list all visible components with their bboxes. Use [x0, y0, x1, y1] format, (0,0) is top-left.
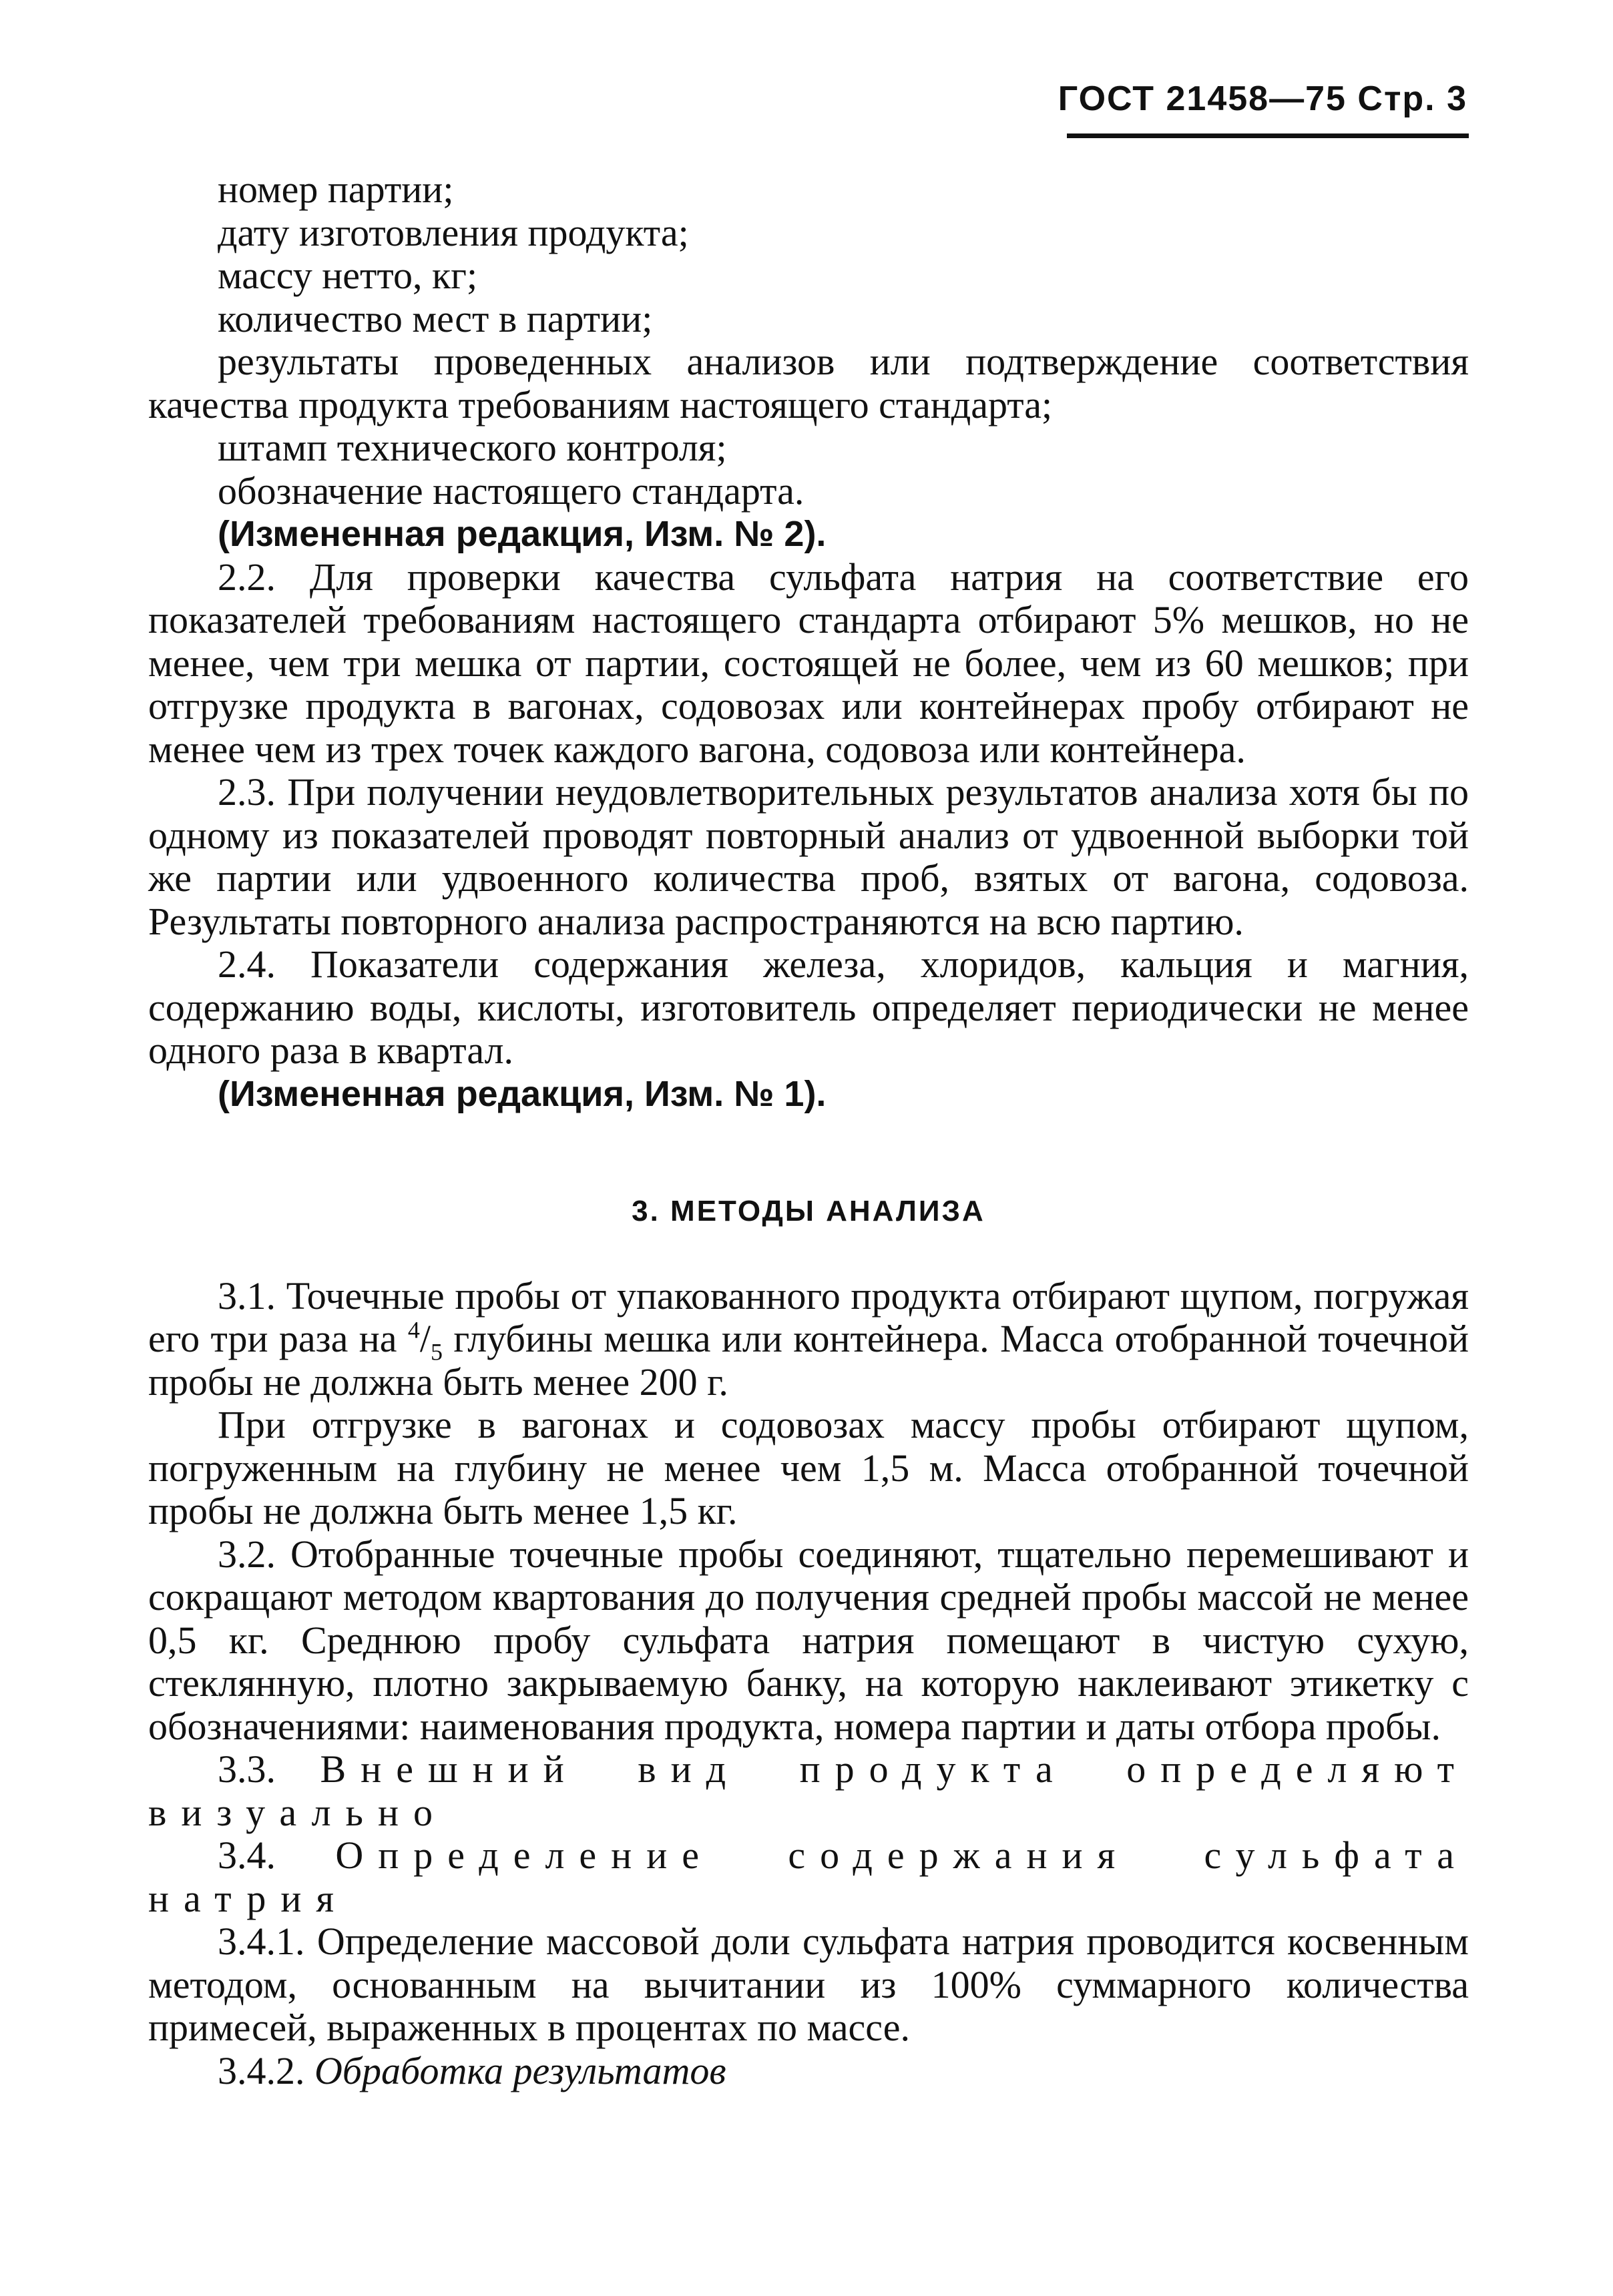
list-item: массу нетто, кг;: [218, 254, 478, 297]
document-body: [148, 168, 1469, 2092]
paragraph-3-1: [148, 1275, 1469, 1404]
paragraph-3-1-cont: При отгрузке в вагонах и содовозах массу пробы отбирают щупом, погруженным на глубину не менее чем 1,5 м. Масса отобранной точечной пробы не должна быть менее 1,5 кг.: [148, 1403, 1469, 1532]
list-item: количество мест в партии;: [218, 296, 653, 340]
list-item: номер партии;: [218, 168, 454, 211]
paragraph-3-4-1: 3.4.1. Определение массовой доли сульфата натрия проводится косвенным методом, основанным на вычитании из 100% суммарного количества примесей, выраженных в процентах по массе.: [148, 1920, 1469, 2049]
paragraph-3-4-2: [148, 2050, 1469, 2093]
paragraph-3-4-2-number: 3.4.2.: [218, 2048, 305, 2092]
amendment-note: (Измененная редакция, Изм. № 2).: [218, 514, 827, 554]
paragraph-2-4: 2.4. Показатели содержания железа, хлоридов, кальция и магния, содержанию воды, кислоты, изготовитель определяет периодически не менее одного раза в квартал.: [148, 942, 1469, 1072]
paragraph-3-4-text: Определение содержания сульфата натрия: [148, 1833, 1469, 1920]
fraction: $^4/_5$: [407, 1316, 443, 1366]
paragraph-3-3-number: 3.3.: [218, 1747, 276, 1791]
list-item: штамп технического контроля;: [218, 426, 727, 469]
paragraph-3-3-text: Внешний вид продукта определяют визуально: [148, 1747, 1469, 1834]
header-rule: [1067, 133, 1469, 138]
list-item: обозначение настоящего стандарта.: [218, 469, 804, 513]
list-item: результаты проведенных анализов или подтверждение соответствия качества продукта требованиям настоящего стандарта;: [148, 340, 1469, 426]
amendment-note: (Измененная редакция, Изм. № 1).: [218, 1073, 827, 1114]
paragraph-3-4-2-title: Обработка результатов: [314, 2048, 726, 2092]
paragraph-2-2: 2.2. Для проверки качества сульфата натрия на соответствие его показателей требованиям настоящего стандарта отбирают 5% мешков, но не менее, чем три мешка от партии, состоящей не более, чем из 60 мешков; при отгрузке продукта в вагонах, содовозах или контейнерах пробу отбирают не менее чем из трех точек каждого вагона, содовоза или контейнера.: [148, 555, 1469, 771]
paragraph-3-4: [148, 1834, 1469, 1920]
paragraph-3-1-text-a: 3.1. Точечные пробы от упакованного продукта отбирают щупом, погружая его три раза на: [148, 1273, 1469, 1360]
list-item: дату изготовления продукта;: [218, 210, 689, 254]
section-heading: 3. МЕТОДЫ АНАЛИЗА: [632, 1195, 985, 1227]
paragraph-3-1-text-b: глубины мешка или контейнера. Масса отобранной точечной пробы не должна быть менее 200 г.: [148, 1317, 1469, 1404]
paragraph-3-3: [148, 1748, 1469, 1834]
paragraph-3-4-number: 3.4.: [218, 1833, 276, 1877]
paragraph-2-3: 2.3. При получении неудовлетворительных результатов анализа хотя бы по одному из показателей проводят повторный анализ от удвоенной выборки той же партии или удвоенного количества проб, взятых от вагона, содовоза. Результаты повторного анализа распространяются на всю партию.: [148, 770, 1469, 943]
page-header: ГОСТ 21458—75 Стр. 3: [1058, 79, 1467, 118]
paragraph-3-2: 3.2. Отобранные точечные пробы соединяют, тщательно перемешивают и сокращают методом квартования до получения средней пробы массой не менее 0,5 кг. Среднюю пробу сульфата натрия помещают в чистую сухую, стеклянную, плотно закрываемую банку, на которую наклеивают этикетку с обозначениями: наименования продукта, номера партии и даты отбора пробы.: [148, 1532, 1469, 1748]
